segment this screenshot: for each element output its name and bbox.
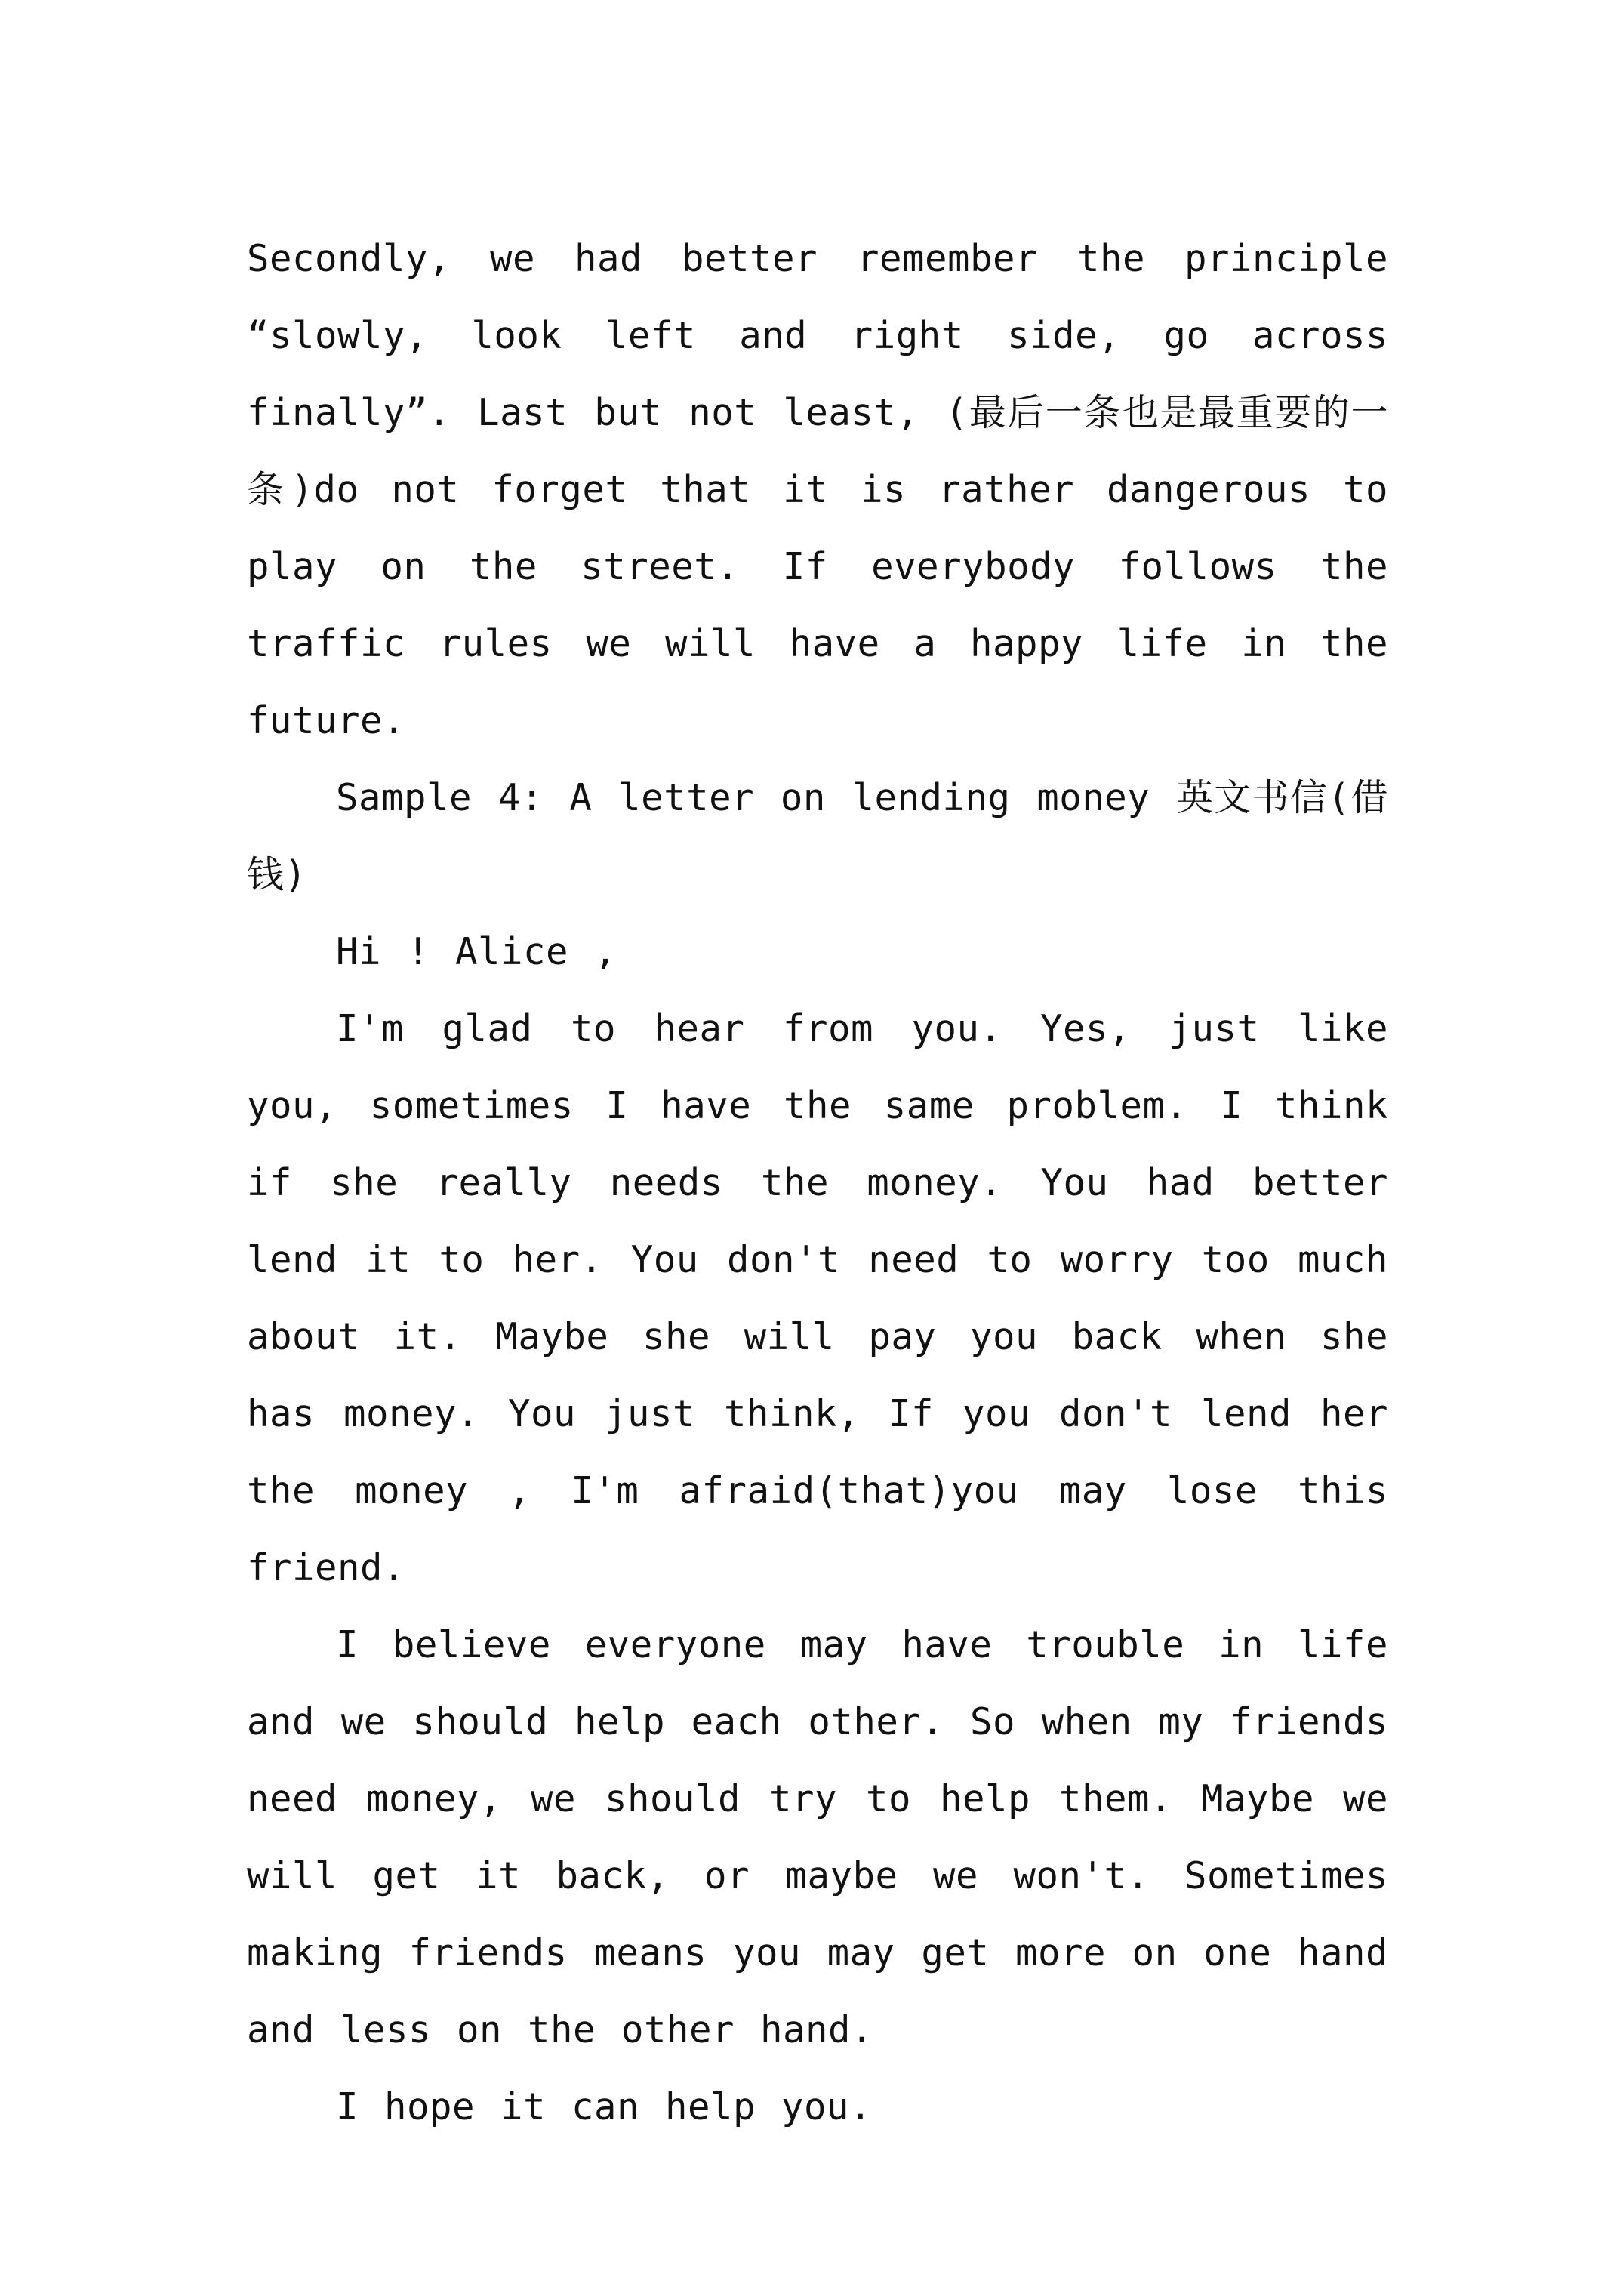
paragraph-traffic-rules: Secondly, we had better remember the principle “slowly, look left and right side, go across finally”. Last but not least, (最后一条也是最重要的一条)do not forget that it is rather dangerous to play on the street. If everybody follows the traffic rules we will have a happy life in the future. [247,237,1388,742]
letter-paragraph-2: I believe everyone may have trouble in life and we should help each other. So when my friends need money, we should try to help them. Maybe we will get it back, or maybe we won't. Sometimes making friends means you may get more on one hand and less on the other hand. [247,1623,1388,2051]
letter-greeting: Hi ! Alice , [336,930,617,973]
letter-closing: I hope it can help you. [336,2085,873,2128]
sample-heading: Sample 4: A letter on lending money 英文书信(借钱) [247,776,1388,896]
letter-paragraph-1: I'm glad to hear from you. Yes, just like you, sometimes I have the same problem. I think if she really needs the money. You had better lend it to her. You don't need to worry too much about it. Maybe she will pay you back when she has money. You just think, If you don't lend her the money , I'm afraid(that)you may lose this friend. [247,1007,1388,1589]
document-body [247,220,1388,2146]
